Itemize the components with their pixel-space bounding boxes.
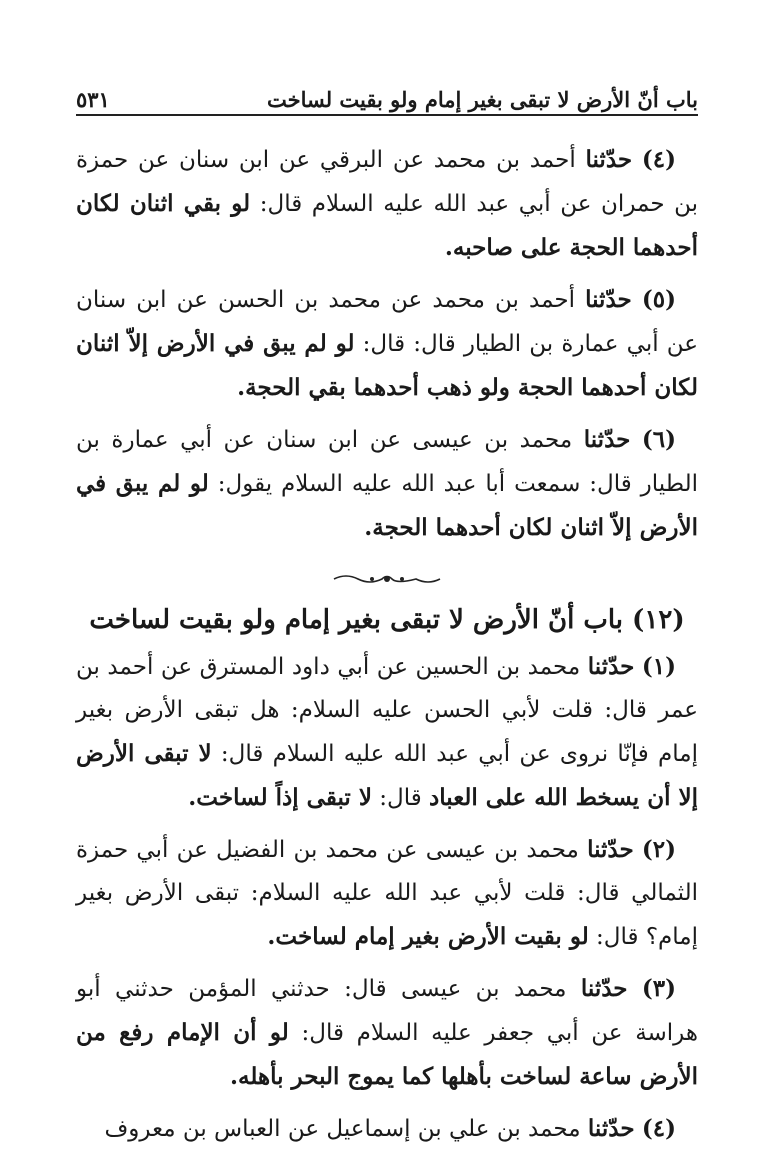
page-number: ٥٣١ — [76, 87, 110, 112]
hadith-text: لو أن الإمام رفع من الأرض ساعة لساخت بأهلها كما يموج البحر بأهله. — [76, 1019, 698, 1090]
hadith-lead: حدّثنا — [587, 653, 635, 680]
section-divider-ornament — [76, 568, 698, 589]
header-title: باب أنّ الأرض لا تبقى بغير إمام ولو بقيت لساخت — [266, 87, 698, 112]
hadith-number: (٤) — [641, 1115, 676, 1142]
hadith-chain: أحمد بن محمد عن محمد بن الحسن عن ابن سنان عن أبي عمارة بن الطيار قال: قال: — [76, 287, 699, 357]
hadith-lead: حدّثنا — [587, 836, 634, 863]
hadith-text: لو بقيت الأرض بغير إمام لساخت. — [267, 923, 589, 950]
hadith-text: لو بقي اثنان لكان أحدهما الحجة على صاحبه. — [76, 190, 698, 261]
hadith-chain: محمد بن علي بن إسماعيل عن العباس بن معروف — [104, 1116, 581, 1142]
hadith-chain: أحمد بن محمد عن البرقي عن ابن سنان عن حمزة بن حمران عن أبي عبد الله عليه السلام قال: — [76, 147, 699, 217]
hadith-text-cont: لا تبقى إذاً لساخت. — [188, 784, 372, 811]
hadith-paragraph — [76, 418, 698, 550]
hadith-paragraph — [76, 1107, 698, 1151]
hadith-paragraph — [76, 828, 698, 959]
book-page — [76, 66, 698, 1151]
hadith-number: (٢) — [641, 836, 677, 863]
hadith-paragraph — [76, 278, 698, 410]
hadith-chain: محمد بن عيسى عن ابن سنان عن أبي عمارة بن الطيار قال: سمعت أبا عبد الله عليه السلام يقول: — [76, 427, 698, 497]
hadith-lead: حدّثنا — [585, 146, 633, 173]
hadith-chain-cont: قال: — [379, 785, 422, 811]
hadith-lead: حدّثنا — [587, 1115, 635, 1142]
hadith-chain: محمد بن عيسى عن محمد بن الفضيل عن أبي حمزة الثمالي قال: قلت لأبي عبد الله عليه السلام: تبقى الأرض بغير إمام؟ قال: — [76, 837, 698, 950]
hadith-chain: محمد بن الحسين عن أبي داود المسترق عن أحمد بن عمر قال: قلت لأبي الحسن عليه السلام: هل تبقى الأرض بغير إمام فإنّا نروى عن أبي عبد الله عليه السلام قال: — [76, 654, 699, 767]
hadith-lead: حدّثنا — [585, 286, 632, 313]
hadith-number: (٤) — [641, 146, 676, 173]
hadith-lead: حدّثنا — [580, 975, 628, 1002]
ornament-icon — [332, 572, 442, 586]
hadith-paragraph — [76, 967, 698, 1099]
hadith-paragraph — [76, 645, 698, 820]
hadith-number: (٣) — [641, 975, 677, 1002]
hadith-text: لا تبقى الأرض إلا أن يسخط الله على العباد — [76, 740, 698, 811]
hadith-number: (٥) — [641, 286, 676, 313]
hadith-number: (١) — [641, 653, 677, 680]
hadith-chain: محمد بن عيسى قال: حدثني المؤمن حدثني أبو هراسة عن أبي جعفر عليه السلام قال: — [76, 976, 699, 1046]
running-header — [76, 66, 698, 116]
hadith-text: لو لم يبق في الأرض إلاّ اثنان لكان أحدهما الحجة. — [76, 470, 698, 541]
chapter-heading: (١٢) باب أنّ الأرض لا تبقى بغير إمام ولو بقيت لساخت — [89, 605, 685, 635]
hadith-number: (٦) — [641, 426, 676, 453]
hadith-lead: حدّثنا — [583, 426, 631, 453]
hadith-paragraph — [76, 138, 698, 270]
hadith-text: لو لم يبق في الأرض إلاّ اثنان لكان أحدهما الحجة ولو ذهب أحدهما بقي الحجة. — [76, 330, 698, 401]
